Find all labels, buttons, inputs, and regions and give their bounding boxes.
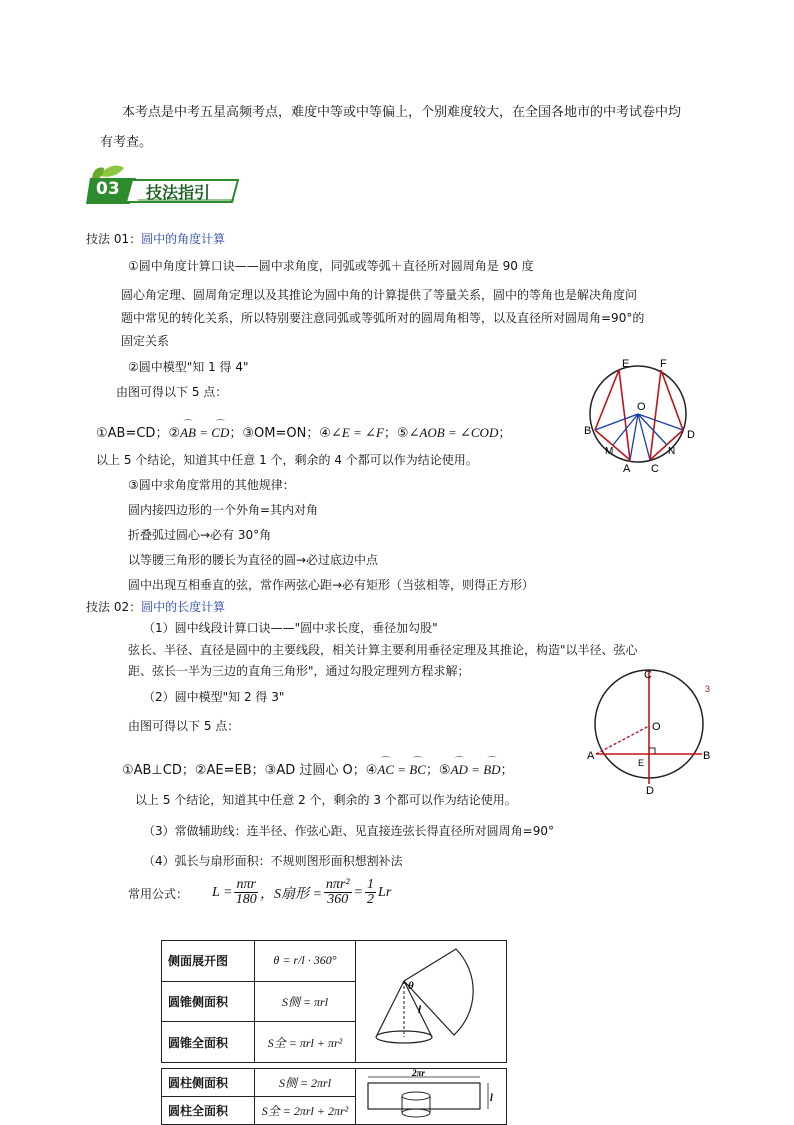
table-row-formula: S侧 = πrl [255, 981, 356, 1022]
circle-figure-lengths [586, 664, 712, 796]
tech2-heading-title: 圆中的长度计算 [141, 600, 226, 614]
fig1-label-a: A [623, 463, 631, 475]
tech1-p5: 以上 5 个结论，知道其中任意 1 个，剩余的 4 个都可以作为结论使用。 [96, 453, 478, 467]
section-title: 技法指引 [146, 183, 211, 202]
tech1-heading-title: 圆中的角度计算 [141, 232, 226, 246]
tech2-c1: ①AB⊥CD；②AE=EB；③AD 过圆心 O；④ [122, 763, 378, 778]
fig2-label-3: 3 [705, 684, 711, 694]
angle-e-f: ∠E = ∠F [330, 425, 384, 440]
section-banner [86, 162, 246, 204]
tech1-p1: ①圆中角度计算口诀——圆中求角度，同弧或等弧＋直径所对圆周角是 90 度 [128, 259, 534, 273]
formula-l: L = [212, 884, 233, 900]
formula-l-num: nπr [236, 877, 256, 892]
formula-s: ，S扇形 = [259, 886, 322, 902]
intro-line-1: 本考点是中考五星高频考点，难度中等或中等偏上，个别难度较大，在全国各地市的中考试卷中均 [122, 105, 682, 120]
tech1-heading [86, 231, 225, 248]
tech1-conclusions: ①AB=CD；②⌒ AB = ⌒ CD；③OM=ON；④∠E = ∠F；⑤∠AOB = ∠COD； [96, 424, 511, 443]
tech2-p5: 以上 5 个结论，知道其中任意 2 个，剩余的 3 个都可以作为结论使用。 [135, 793, 517, 807]
tech1-rule-3: 以等腰三角形的腰长为直径的圆→必过底边中点 [128, 553, 379, 567]
table-row-formula: S全 = 2πrl + 2πr² [255, 1097, 356, 1125]
tech2-heading-prefix: 技法 02： [86, 600, 142, 614]
cone-net-diagram [356, 941, 506, 1059]
cone-label-l: l [418, 1004, 422, 1016]
table-row-formula: S全 = πrl + πr² [255, 1022, 356, 1063]
tech1-p2a: 圆心角定理、圆周角定理以及其推论为圆中角的计算提供了等量关系，圆中的等角也是解决角度问 [121, 288, 638, 302]
tech2-heading [86, 599, 225, 616]
table-row-formula: S侧 = 2πrl [255, 1069, 356, 1097]
tech1-c7: ； [498, 426, 512, 441]
cyl-label-2pir: 2πr [412, 1069, 425, 1078]
cyl-label-l: l [490, 1093, 493, 1104]
tech1-p2c: 固定关系 [121, 334, 170, 348]
tech1-p3: ②圆中模型"知 1 得 4" [128, 360, 249, 374]
tech2-c3: ；⑤ [425, 763, 451, 778]
formula-eq: = [353, 884, 364, 900]
tech2-p2a: 弦长、半径、直径是圆中的主要线段，相关计算主要利用垂径定理及其推论，构造"以半径、弦心 [128, 643, 638, 657]
table-row-name: 圆锥侧面积 [162, 981, 255, 1022]
formula-s-den: 360 [327, 892, 349, 907]
fig1-label-b: B [584, 425, 592, 437]
tech2-p1: （1）圆中线段计算口诀——"圆中求长度，垂径加勾股" [143, 621, 438, 635]
arc-bd: ⌒ BD [483, 761, 500, 779]
arc-ab: ⌒ AB [180, 424, 196, 442]
tech1-c1: ①AB=CD；② [96, 426, 181, 441]
table-row-name: 圆锥全面积 [162, 1022, 255, 1063]
cone-label-theta: θ [408, 980, 414, 992]
cone-diagram-cell [356, 941, 507, 1063]
tech1-c3: ；③OM=ON；④ [229, 426, 331, 441]
tech2-conclusions: ①AB⊥CD；②AE=EB；③AD 过圆心 O；④⌒ AC = ⌒ BC；⑤⌒ AD = ⌒ BD； [122, 761, 514, 780]
fig2-label-d: D [646, 785, 654, 796]
tech2-p2b: 距、弦长一半为三边的直角三角形"，通过勾股定理列方程求解； [128, 664, 470, 678]
tech1-heading-prefix: 技法 01： [86, 232, 142, 246]
fig1-label-n: N [668, 446, 676, 457]
arc-sector-formula [212, 878, 391, 907]
fig2-label-c: C [644, 669, 652, 681]
tech1-c5: ；⑤ [383, 426, 409, 441]
tech2-p3: （2）圆中模型"知 2 得 3" [143, 690, 285, 704]
circle-figure-angles [583, 354, 703, 476]
formula-l-den: 180 [235, 892, 257, 907]
intro-line-2: 有考查。 [100, 135, 153, 150]
fig2-label-a: A [587, 750, 595, 762]
tech1-rule-4: 圆中出现互相垂直的弦，常作两弦心距→必有矩形（当弦相等，则得正方形） [128, 578, 535, 592]
tech2-c5: ； [500, 763, 514, 778]
arc-bc: ⌒ BC [409, 761, 426, 779]
tech1-rule-1: 圆内接四边形的一个外角=其内对角 [128, 503, 319, 517]
formula-half-den: 2 [367, 892, 375, 907]
arc-ad: ⌒ AD [451, 761, 468, 779]
formula-lr: Lr [378, 884, 392, 900]
cone-formula-table [161, 940, 507, 1063]
fig1-label-m: M [605, 446, 614, 457]
fig2-label-o: O [652, 721, 661, 733]
fig1-label-f: F [660, 358, 667, 370]
cylinder-diagram-cell [356, 1069, 507, 1125]
fig2-label-e: E [638, 758, 645, 768]
tech1-p2b: 题中常见的转化关系，所以特别要注意同弧或等弧所对的圆周角相等，以及直径所对圆周角=90°的 [121, 311, 645, 325]
tech1-p6: ③圆中求角度常用的其他规律： [128, 478, 295, 492]
section-number: 03 [96, 179, 120, 199]
tech2-p6: （3）常做辅助线：连半径、作弦心距、见直接连弦长得直径所对圆周角=90° [143, 824, 554, 838]
cylinder-net-diagram [356, 1069, 506, 1121]
tech1-p4: 由图可得以下 5 点： [116, 385, 228, 399]
angle-aob-cod: ∠AOB = ∠COD [408, 425, 499, 440]
fig1-label-o: O [637, 401, 646, 413]
formula-half-num: 1 [367, 877, 375, 892]
table-row-name: 圆柱全面积 [162, 1097, 255, 1125]
tech1-rule-2: 折叠弧过圆心→必有 30°角 [128, 528, 272, 542]
tech2-p4: 由图可得以下 5 点： [128, 719, 240, 733]
fig2-label-b: B [703, 750, 711, 762]
formula-label: 常用公式： [128, 887, 189, 901]
arc-cd: ⌒ CD [211, 424, 229, 442]
table-row-formula: θ = r/l · 360° [255, 941, 356, 982]
fig1-label-e: E [622, 358, 630, 370]
table-row-name: 圆柱侧面积 [162, 1069, 255, 1097]
fig1-label-c: C [651, 463, 659, 475]
tech2-p7: （4）弧长与扇形面积：不规则图形面积想割补法 [143, 854, 403, 868]
fig1-label-d: D [687, 429, 695, 441]
table-row-name: 侧面展开图 [162, 941, 255, 982]
arc-ac: ⌒ AC [377, 761, 394, 779]
cylinder-formula-table [161, 1068, 507, 1125]
formula-s-num: nπr² [325, 877, 350, 892]
